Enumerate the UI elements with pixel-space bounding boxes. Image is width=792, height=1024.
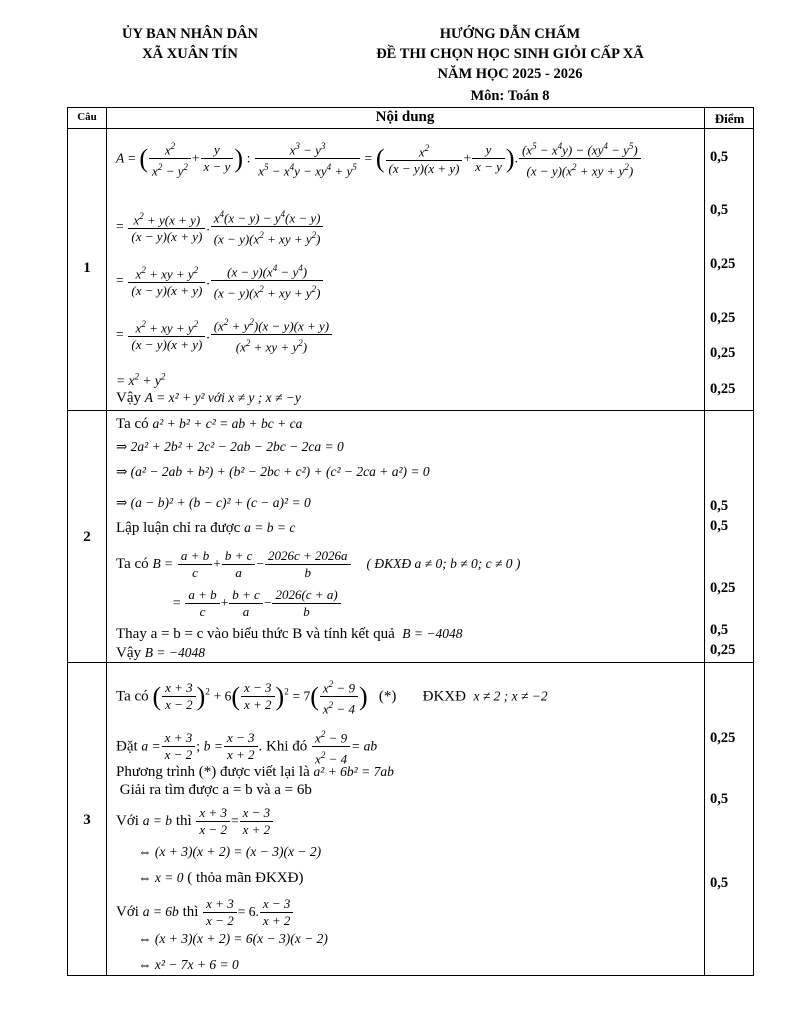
q3-line-4 — [116, 780, 312, 800]
text: Phương trình (*) được viết lại là — [116, 764, 310, 780]
q2-line-6: Ta có B = $\frac{a + b}{c}$ + $\frac{b + c}{a}$ − $\frac{2026c + 2026a}{b}$ ( ĐKXĐ a ≠ 0; b ≠ 0; c ≠ 0 ) — [116, 548, 521, 580]
q2-line-7: = $\frac{a + b}{c}$ + $\frac{b + c}{a}$ − $\frac{2026(c + a)}{b}$ — [173, 587, 342, 620]
score: 0,5 — [710, 202, 729, 218]
exam-title: ĐỀ THI CHỌN HỌC SINH GIỎI CẤP XÃ — [376, 46, 644, 62]
q2-line-4 — [116, 493, 311, 513]
col-header-cau: Câu — [77, 111, 97, 123]
text: Ta có — [116, 416, 149, 432]
math: ⇒ (a − b)² + (b − c)² + (c − a)² = 0 — [116, 495, 311, 510]
doc-title: HƯỚNG DẪN CHẤM — [439, 26, 581, 42]
text: Đặt — [116, 738, 138, 755]
math: B = −4048 — [144, 645, 205, 660]
math: ⇒ 2a² + 2b² + 2c² − 2ab − 2bc − 2ca = 0 — [116, 439, 344, 454]
commune-name: XÃ XUÂN TÍN — [142, 46, 238, 62]
text: Với — [116, 903, 139, 920]
text: Lập luận chỉ ra được — [116, 520, 241, 536]
text: Thay a = b = c vào biểu thức B và tính kết quả — [116, 626, 395, 642]
score: 0,25 — [710, 580, 736, 596]
score: 0,5 — [710, 149, 729, 165]
q3-line-8: Với a = 6b thì $\frac{x + 3}{x - 2}$ = 6. $\frac{x - 3}{x + 2}$ — [116, 896, 294, 929]
col-divider — [106, 108, 107, 975]
q1-step-3: = $\frac{x^2 + xy + y^2}{(x - y)(x + y)}$ . $\frac{(x - y)(x^4 - y^4)}{(x - y)(x^2 + xy + y^2)}$ — [116, 260, 324, 302]
math: ⇔ x = 0 — [138, 870, 184, 885]
q3-line-10 — [138, 955, 239, 975]
score: 0,5 — [710, 498, 729, 514]
col-header-noidung: Nội dung — [375, 109, 435, 125]
row-divider — [68, 410, 753, 411]
question-number: 3 — [83, 812, 91, 828]
q3-line-1: Ta có ( $\frac{x + 3}{x - 2}$ )$^2$ + 6( $\frac{x - 3}{x + 2}$ )$^2$ = 7( $\frac{x^2 - 9}{x^2 - 4}$ ) (*) ĐKXĐ x ≠ 2 ; x ≠ −2 — [116, 679, 548, 717]
q3-line-5: Với a = b thì $\frac{x + 3}{x - 2}$ = $\frac{x - 3}{x + 2}$ — [116, 805, 274, 838]
condition: a = 6b — [142, 903, 179, 919]
score: 0,25 — [710, 256, 736, 272]
conclusion-math: A = x² + y² với x ≠ y ; x ≠ −y — [144, 390, 301, 405]
school-year: NĂM HỌC 2025 - 2026 — [437, 66, 583, 82]
score: 0,25 — [710, 310, 736, 326]
condition: ( ĐKXĐ a ≠ 0; b ≠ 0; c ≠ 0 ) — [366, 555, 521, 571]
text: ĐKXĐ — [422, 688, 466, 705]
q2-line-3 — [116, 462, 430, 482]
math: a² + 6b² = 7ab — [313, 764, 394, 779]
text: Ta có — [116, 688, 149, 705]
text: ( thỏa mãn ĐKXĐ) — [187, 870, 304, 886]
q3-line-2: Đặt a = $\frac{x + 3}{x - 2}$ ; b = $\frac{x - 3}{x + 2}$ . Khi đó $\frac{x^2 - 9}{x^2 - 4}$ = ab — [116, 729, 378, 767]
score: 0,25 — [710, 642, 736, 658]
math: ⇔ (x + 3)(x + 2) = (x − 3)(x − 2) — [138, 844, 322, 859]
math: B = −4048 — [402, 626, 463, 641]
score: 0,5 — [710, 875, 729, 891]
q3-line-7 — [138, 868, 303, 888]
math: ⇔ (x + 3)(x + 2) = 6(x − 3)(x − 2) — [138, 931, 328, 946]
q2-line-1 — [116, 414, 302, 434]
q3-line-6 — [138, 842, 321, 862]
score: 0,5 — [710, 622, 729, 638]
text: Ta có — [116, 555, 149, 572]
score: 0,5 — [710, 791, 729, 807]
condition: a = b — [142, 812, 173, 828]
text: Giải ra tìm được a = b và a = 6b — [119, 782, 312, 798]
q1-step-5: = $x^2 + y^2$ — [116, 371, 166, 388]
text: (*) — [378, 688, 397, 705]
q1-step-4: = $\frac{x^2 + xy + y^2}{(x - y)(x + y)}$ . $\frac{(x^2 + y^2)(x - y)(x + y)}{(x^2 + xy + y^2)}$ — [116, 314, 333, 356]
text: . Khi đó — [258, 738, 308, 755]
q1-conclusion — [116, 388, 301, 408]
authority-name: ỦY BAN NHÂN DÂN — [121, 26, 258, 42]
col-header-diem: Điểm — [714, 111, 745, 126]
col-divider — [704, 108, 705, 975]
score: 0,25 — [710, 730, 736, 746]
subject: Môn: Toán 8 — [470, 88, 550, 104]
q1-step-1: A = ( $\frac{x^2}{x^2 - y^2}$ + $\frac{y}{x - y}$ ) : $\frac{x^3 - y^3}{x^5 - x^4y - xy^4 + y^5}$ = ( $\frac{x^2}{(x - y)(x + y)}$ + $\frac{y}{x - y}$ ). $\frac{(x^5 - x^4y) - (xy^4 - y^5)}{(x - y)(x^2 + xy + y^2)}$ — [116, 138, 642, 180]
question-number: 1 — [83, 260, 91, 276]
q2-line-9 — [116, 643, 205, 663]
math: a = b = c — [244, 520, 296, 535]
math: ⇒ (a² − 2ab + b²) + (b² − 2bc + c²) + (c² − 2ca + a²) = 0 — [116, 464, 430, 479]
text: Với — [116, 812, 139, 829]
q1-step-2: = $\frac{x^2 + y(x + y)}{(x - y)(x + y)}$ . $\frac{x^4(x - y) - y^4(x - y)}{(x - y)(x^2 + xy + y^2)}$ — [116, 206, 324, 248]
q2-line-5 — [116, 518, 295, 538]
q3-line-9 — [138, 929, 328, 949]
text: thì — [182, 903, 199, 920]
score: 0,25 — [710, 345, 736, 361]
condition: x ≠ 2 ; x ≠ −2 — [473, 688, 548, 704]
score: 0,25 — [710, 381, 736, 397]
q2-line-8 — [116, 624, 462, 644]
question-number: 2 — [83, 529, 91, 545]
math: a² + b² + c² = ab + bc + ca — [152, 416, 303, 431]
math: ⇔ x² − 7x + 6 = 0 — [138, 957, 239, 972]
text: thì — [175, 812, 192, 829]
text: Vậy — [116, 645, 141, 661]
grading-table — [67, 107, 754, 976]
score: 0,5 — [710, 518, 729, 534]
q3-line-3 — [116, 762, 394, 782]
header-divider — [68, 128, 753, 129]
conclusion-prefix: Vậy — [116, 390, 141, 406]
q2-line-2 — [116, 437, 344, 457]
